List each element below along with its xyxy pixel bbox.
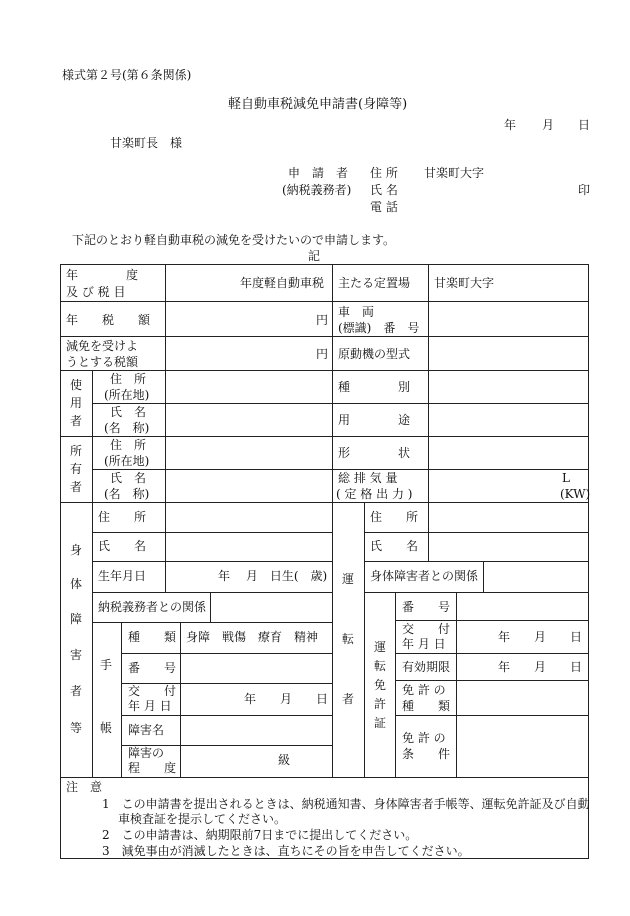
driver-label-1: 運 bbox=[341, 572, 354, 586]
handbook-issue-value: 年 月 日 bbox=[244, 692, 329, 706]
owner-label-1: 所 bbox=[69, 444, 82, 458]
driver-relation-label: 身体障害者との関係 bbox=[370, 569, 479, 583]
license-valid-value: 年 月 日 bbox=[498, 660, 583, 674]
applicant-phone-label: 電 話 bbox=[370, 200, 398, 214]
user-name-label: 氏 名 bbox=[110, 405, 147, 419]
date-day: 日 bbox=[578, 118, 591, 132]
exempt-amount-label: 減免を受けよ bbox=[66, 339, 139, 353]
disabled-label-6: 等 bbox=[69, 721, 82, 735]
license-type-label-sub: 種 類 bbox=[402, 699, 451, 713]
date-month: 月 bbox=[542, 118, 555, 132]
year-label: 年 度 bbox=[66, 268, 139, 282]
handbook-disability-label: 障害名 bbox=[128, 723, 165, 737]
kw-unit: (KW) bbox=[560, 487, 591, 501]
handbook-label-2: 帳 bbox=[99, 721, 112, 735]
car-number-label: 車 両 bbox=[338, 305, 375, 319]
handbook-degree-value: 級 bbox=[278, 753, 291, 767]
yen-unit: 円 bbox=[316, 347, 329, 361]
disabled-birth-label: 生年月日 bbox=[98, 569, 147, 583]
owner-address-label-sub: (所在地) bbox=[104, 454, 150, 468]
disabled-label-2: 体 bbox=[69, 577, 82, 591]
license-issue-label-sub: 年 月 日 bbox=[402, 637, 446, 651]
license-number-label: 番 号 bbox=[402, 600, 451, 614]
note-item-1-cont: 車検査証を提示してください。 bbox=[118, 812, 287, 826]
car-number-label-sub: (標識) 番 号 bbox=[338, 321, 420, 335]
note-item-3: 3 減免事由が消滅したときは、直ちにその旨を申告してください。 bbox=[102, 844, 470, 858]
handbook-label-1: 手 bbox=[99, 658, 112, 672]
license-label-4: 許 bbox=[373, 697, 386, 711]
note-item-2: 2 この申請書は、納期限前7日までに提出してください。 bbox=[102, 828, 418, 842]
user-name-label-sub: (名 称) bbox=[104, 421, 150, 435]
user-address-label-sub: (所在地) bbox=[104, 388, 150, 402]
owner-address-label: 住 所 bbox=[110, 438, 147, 452]
handbook-type-options: 身障 戦傷 療育 精神 bbox=[186, 630, 319, 644]
ki-mark: 記 bbox=[308, 249, 321, 263]
handbook-degree-label: 障害の bbox=[128, 746, 165, 760]
disabled-label-5: 者 bbox=[69, 684, 82, 698]
license-issue-value: 年 月 日 bbox=[498, 630, 583, 644]
applicant-name-label: 氏 名 bbox=[370, 183, 398, 197]
shape-label: 形 状 bbox=[338, 446, 411, 460]
license-valid-label: 有効期限 bbox=[402, 660, 451, 674]
license-label-2: 転 bbox=[373, 659, 386, 673]
owner-name-label-sub: (名 称) bbox=[104, 487, 150, 501]
disabled-relation-label: 納税義務者との関係 bbox=[98, 600, 207, 614]
disabled-birth-value: 年 月 日生( 歳) bbox=[218, 569, 328, 583]
owner-label-2: 有 bbox=[69, 462, 82, 476]
seal-mark: 印 bbox=[578, 183, 591, 197]
handbook-issue-label: 交 付 bbox=[128, 684, 177, 698]
form-number: 様式第２号(第６条関係) bbox=[62, 68, 192, 82]
owner-name-label: 氏 名 bbox=[110, 471, 147, 485]
driver-address-label: 住 所 bbox=[370, 510, 419, 524]
location-value: 甘楽町大字 bbox=[434, 276, 495, 290]
applicant-role: 申 請 者 bbox=[288, 166, 349, 180]
handbook-issue-label-sub: 年 月 日 bbox=[128, 699, 172, 713]
kind-label: 種 別 bbox=[338, 380, 411, 394]
notes-heading: 注 意 bbox=[66, 780, 103, 794]
user-label-2: 用 bbox=[69, 396, 82, 410]
disabled-label-4: 害 bbox=[69, 648, 82, 662]
handbook-number-label: 番 号 bbox=[128, 661, 177, 675]
user-address-label: 住 所 bbox=[110, 372, 147, 386]
engine-type-label: 原動機の型式 bbox=[338, 347, 411, 361]
driver-name-label: 氏 名 bbox=[370, 539, 419, 553]
applicant-address-label: 住 所 bbox=[370, 166, 398, 180]
year-value: 年度軽自動車税 bbox=[240, 276, 325, 290]
tax-amount-label: 年 税 額 bbox=[66, 313, 151, 327]
disabled-name-label: 氏 名 bbox=[98, 539, 147, 553]
document-title: 軽自動車税減免申請書(身障等) bbox=[228, 97, 408, 112]
disabled-address-label: 住 所 bbox=[98, 510, 147, 524]
use-label: 用 途 bbox=[338, 413, 411, 427]
license-condition-label-sub: 条 件 bbox=[402, 747, 451, 761]
intro-text: 下記のとおり軽自動車税の減免を受けたいので申請します。 bbox=[72, 233, 396, 247]
license-issue-label: 交 付 bbox=[402, 622, 451, 636]
user-label-3: 者 bbox=[69, 414, 82, 428]
note-item-1: 1 この申請書を提出されるときは、納税通知書、身体障害者手帳等、運転免許証及び自動 bbox=[102, 797, 590, 811]
addressee: 甘楽町長 様 bbox=[110, 136, 183, 150]
displacement-label-sub: ( 定 格 出 力 ) bbox=[336, 487, 413, 501]
yen-unit: 円 bbox=[316, 313, 329, 327]
license-type-label: 免 許 の bbox=[402, 683, 446, 697]
license-label-3: 免 bbox=[373, 678, 386, 692]
location-label: 主たる定置場 bbox=[338, 276, 411, 290]
driver-label-3: 者 bbox=[341, 692, 354, 706]
driver-label-2: 転 bbox=[341, 632, 354, 646]
displacement-label: 総 排 気 量 bbox=[338, 471, 398, 485]
handbook-degree-label-sub: 程 度 bbox=[128, 761, 177, 775]
disabled-label-1: 身 bbox=[69, 543, 82, 557]
applicant-address-value: 甘楽町大字 bbox=[424, 166, 485, 180]
license-label-1: 運 bbox=[373, 640, 386, 654]
owner-label-3: 者 bbox=[69, 480, 82, 494]
exempt-amount-label-sub: うとする税額 bbox=[66, 355, 139, 369]
applicant-role-sub: (納税義務者) bbox=[282, 183, 352, 197]
license-label-5: 証 bbox=[373, 716, 386, 730]
year-label-sub: 及 び 税 目 bbox=[66, 285, 126, 299]
handbook-type-label: 種 類 bbox=[128, 630, 177, 644]
license-condition-label: 免 許 の bbox=[402, 731, 446, 745]
date-year: 年 bbox=[504, 118, 517, 132]
user-label-1: 使 bbox=[69, 378, 82, 392]
disabled-label-3: 障 bbox=[69, 612, 82, 626]
liter-unit: L bbox=[562, 471, 570, 485]
